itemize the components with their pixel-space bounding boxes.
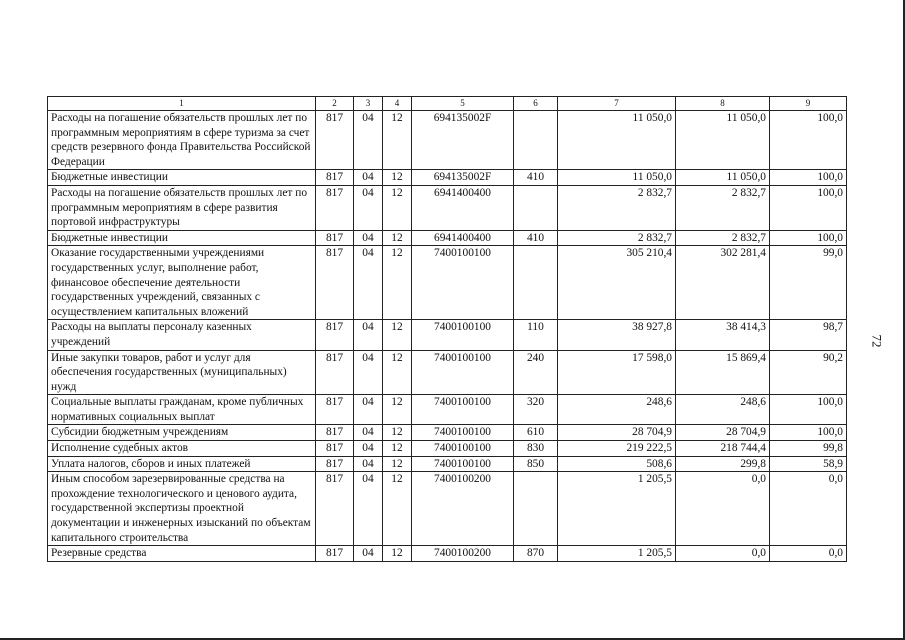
expense-name: Расходы на погашение обязательств прошлых лет по программным мероприятиям в сфере туризма за счет средств резервного фонда Правительства Российской Федерации — [48, 111, 316, 170]
grbs-code: 817 — [316, 170, 354, 186]
table-row — [48, 246, 847, 320]
target-article-code: 6941400400 — [412, 230, 514, 246]
expense-name: Уплата налогов, сборов и иных платежей — [48, 456, 316, 472]
execution-percent: 98,7 — [770, 320, 847, 350]
planned-amount: 1 205,5 — [558, 472, 676, 546]
section-code: 04 — [354, 350, 383, 395]
table-row — [48, 320, 847, 350]
actual-amount: 11 050,0 — [676, 111, 770, 170]
expense-type-code: 870 — [514, 546, 558, 562]
planned-amount: 11 050,0 — [558, 111, 676, 170]
target-article-code: 7400100200 — [412, 546, 514, 562]
planned-amount: 2 832,7 — [558, 185, 676, 230]
header-cell: 2 — [316, 97, 354, 111]
grbs-code: 817 — [316, 111, 354, 170]
header-cell: 3 — [354, 97, 383, 111]
expense-name: Бюджетные инвестиции — [48, 170, 316, 186]
grbs-code: 817 — [316, 472, 354, 546]
section-code: 04 — [354, 320, 383, 350]
budget-table — [47, 96, 847, 562]
table-row — [48, 111, 847, 170]
actual-amount: 2 832,7 — [676, 230, 770, 246]
actual-amount: 11 050,0 — [676, 170, 770, 186]
expense-type-code: 240 — [514, 350, 558, 395]
section-code: 04 — [354, 456, 383, 472]
section-code: 04 — [354, 170, 383, 186]
subsection-code: 12 — [383, 320, 412, 350]
target-article-code: 694135002F — [412, 170, 514, 186]
actual-amount: 302 281,4 — [676, 246, 770, 320]
target-article-code: 7400100200 — [412, 472, 514, 546]
execution-percent: 100,0 — [770, 185, 847, 230]
expense-type-code: 610 — [514, 425, 558, 441]
target-article-code: 7400100100 — [412, 425, 514, 441]
grbs-code: 817 — [316, 456, 354, 472]
subsection-code: 12 — [383, 111, 412, 170]
expense-type-code: 110 — [514, 320, 558, 350]
expense-type-code: 850 — [514, 456, 558, 472]
subsection-code: 12 — [383, 230, 412, 246]
expense-name: Бюджетные инвестиции — [48, 230, 316, 246]
actual-amount: 0,0 — [676, 546, 770, 562]
execution-percent: 0,0 — [770, 546, 847, 562]
subsection-code: 12 — [383, 170, 412, 186]
planned-amount: 11 050,0 — [558, 170, 676, 186]
expense-type-code: 320 — [514, 395, 558, 425]
target-article-code: 7400100100 — [412, 246, 514, 320]
expense-type-code: 410 — [514, 230, 558, 246]
expense-name: Резервные средства — [48, 546, 316, 562]
expense-name: Иные закупки товаров, работ и услуг для обеспечения государственных (муниципальных) нужд — [48, 350, 316, 395]
subsection-code: 12 — [383, 246, 412, 320]
header-cell: 8 — [676, 97, 770, 111]
expense-name: Социальные выплаты гражданам, кроме публичных нормативных социальных выплат — [48, 395, 316, 425]
planned-amount: 28 704,9 — [558, 425, 676, 441]
planned-amount: 17 598,0 — [558, 350, 676, 395]
grbs-code: 817 — [316, 230, 354, 246]
planned-amount: 305 210,4 — [558, 246, 676, 320]
execution-percent: 0,0 — [770, 472, 847, 546]
expense-type-code: 410 — [514, 170, 558, 186]
grbs-code: 817 — [316, 320, 354, 350]
header-cell: 9 — [770, 97, 847, 111]
grbs-code: 817 — [316, 246, 354, 320]
grbs-code: 817 — [316, 185, 354, 230]
actual-amount: 299,8 — [676, 456, 770, 472]
table-row — [48, 170, 847, 186]
target-article-code: 7400100100 — [412, 320, 514, 350]
table-row — [48, 425, 847, 441]
target-article-code: 7400100100 — [412, 395, 514, 425]
actual-amount: 38 414,3 — [676, 320, 770, 350]
subsection-code: 12 — [383, 395, 412, 425]
execution-percent: 90,2 — [770, 350, 847, 395]
table-row — [48, 472, 847, 546]
planned-amount: 508,6 — [558, 456, 676, 472]
section-code: 04 — [354, 111, 383, 170]
execution-percent: 100,0 — [770, 425, 847, 441]
subsection-code: 12 — [383, 425, 412, 441]
header-cell: 4 — [383, 97, 412, 111]
section-code: 04 — [354, 395, 383, 425]
target-article-code: 7400100100 — [412, 441, 514, 457]
section-code: 04 — [354, 472, 383, 546]
actual-amount: 15 869,4 — [676, 350, 770, 395]
table-row — [48, 350, 847, 395]
subsection-code: 12 — [383, 472, 412, 546]
section-code: 04 — [354, 246, 383, 320]
subsection-code: 12 — [383, 441, 412, 457]
target-article-code: 694135002F — [412, 111, 514, 170]
execution-percent: 99,0 — [770, 246, 847, 320]
header-cell: 7 — [558, 97, 676, 111]
expense-name: Расходы на погашение обязательств прошлых лет по программным мероприятиям в сфере развития портовой инфраструктуры — [48, 185, 316, 230]
subsection-code: 12 — [383, 456, 412, 472]
actual-amount: 0,0 — [676, 472, 770, 546]
actual-amount: 218 744,4 — [676, 441, 770, 457]
target-article-code: 7400100100 — [412, 350, 514, 395]
section-code: 04 — [354, 441, 383, 457]
grbs-code: 817 — [316, 546, 354, 562]
table-row — [48, 441, 847, 457]
table-row — [48, 395, 847, 425]
actual-amount: 248,6 — [676, 395, 770, 425]
subsection-code: 12 — [383, 350, 412, 395]
execution-percent: 100,0 — [770, 170, 847, 186]
page-number: 72 — [869, 334, 885, 348]
expense-name: Оказание государственными учреждениями государственных услуг, выполнение работ, финансовое обеспечение деятельности государственных учреждений, связанных с осуществлением капитальных вложений — [48, 246, 316, 320]
execution-percent: 99,8 — [770, 441, 847, 457]
expense-type-code — [514, 185, 558, 230]
grbs-code: 817 — [316, 350, 354, 395]
execution-percent: 100,0 — [770, 111, 847, 170]
planned-amount: 38 927,8 — [558, 320, 676, 350]
table-row — [48, 230, 847, 246]
expense-type-code — [514, 111, 558, 170]
expense-type-code — [514, 472, 558, 546]
expense-name: Расходы на выплаты персоналу казенных учреждений — [48, 320, 316, 350]
header-cell: 6 — [514, 97, 558, 111]
planned-amount: 219 222,5 — [558, 441, 676, 457]
expense-type-code: 830 — [514, 441, 558, 457]
execution-percent: 58,9 — [770, 456, 847, 472]
expense-type-code — [514, 246, 558, 320]
execution-percent: 100,0 — [770, 395, 847, 425]
target-article-code: 6941400400 — [412, 185, 514, 230]
subsection-code: 12 — [383, 546, 412, 562]
section-code: 04 — [354, 185, 383, 230]
table-row — [48, 185, 847, 230]
grbs-code: 817 — [316, 425, 354, 441]
section-code: 04 — [354, 546, 383, 562]
expense-name: Субсидии бюджетным учреждениям — [48, 425, 316, 441]
section-code: 04 — [354, 425, 383, 441]
section-code: 04 — [354, 230, 383, 246]
expense-name: Иным способом зарезервированные средства на прохождение технологического и ценового аудита, государственной экспертизы проектной документации и инженерных изысканий по объектам капитального строительства — [48, 472, 316, 546]
header-cell: 5 — [412, 97, 514, 111]
grbs-code: 817 — [316, 395, 354, 425]
subsection-code: 12 — [383, 185, 412, 230]
header-row — [48, 97, 847, 111]
planned-amount: 2 832,7 — [558, 230, 676, 246]
execution-percent: 100,0 — [770, 230, 847, 246]
target-article-code: 7400100100 — [412, 456, 514, 472]
table-row — [48, 456, 847, 472]
header-cell: 1 — [48, 97, 316, 111]
expense-name: Исполнение судебных актов — [48, 441, 316, 457]
grbs-code: 817 — [316, 441, 354, 457]
planned-amount: 1 205,5 — [558, 546, 676, 562]
planned-amount: 248,6 — [558, 395, 676, 425]
actual-amount: 28 704,9 — [676, 425, 770, 441]
actual-amount: 2 832,7 — [676, 185, 770, 230]
table-row — [48, 546, 847, 562]
